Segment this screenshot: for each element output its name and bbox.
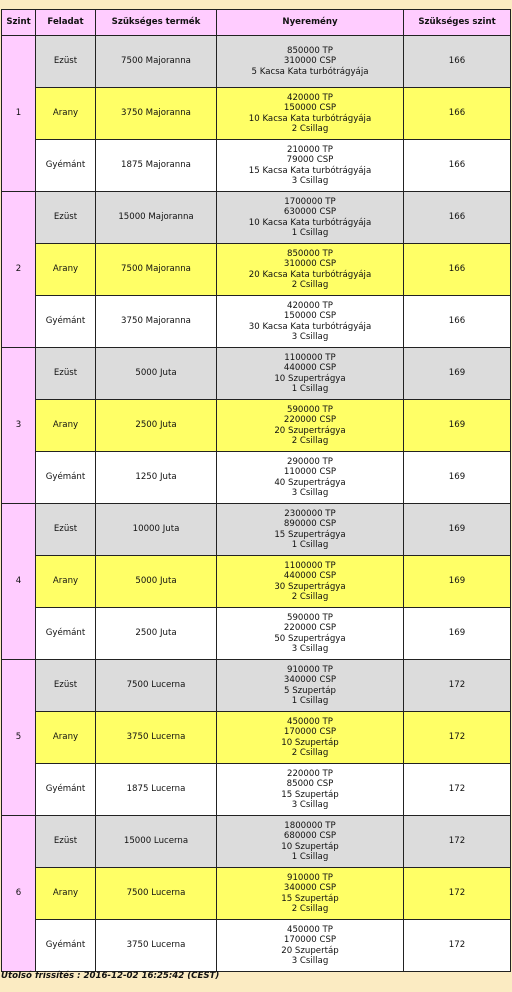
prize-line: 3 Csillag [291,331,329,342]
product-cell: 1875 Majoranna [96,140,217,192]
task-cell: Gyémánt [36,296,96,348]
table-row [2,868,511,920]
required-level-cell: 172 [404,660,511,712]
table-row [2,764,511,816]
prize-line: 20 Szupertáp [281,945,339,956]
prize-line: 5 Kacsa Kata turbótrágyája [251,66,369,77]
prize-line: 220000 CSP [283,623,337,634]
header-prize: Nyeremény [217,10,404,36]
required-level-cell: 166 [404,140,511,192]
prize-line: 30 Szupertrágya [274,581,346,592]
prize-line: 1 Csillag [291,383,329,394]
product-cell: 3750 Lucerna [96,712,217,764]
prize-line: 3 Csillag [291,799,329,810]
required-level-cell: 169 [404,608,511,660]
table-row [2,348,511,400]
prize-line: 15 Kacsa Kata turbótrágyája [248,165,372,176]
table-row [2,36,511,88]
prize-line: 10 Szupertáp [281,841,339,852]
prize-line: 440000 CSP [283,363,337,374]
prize-cell [217,556,404,608]
prize-line: 850000 TP [287,45,333,56]
product-cell: 7500 Lucerna [96,868,217,920]
product-cell: 3750 Majoranna [96,296,217,348]
table-row [2,608,511,660]
required-level-cell: 172 [404,712,511,764]
prize-cell [217,764,404,816]
table-row [2,452,511,504]
prize-line: 890000 CSP [283,519,337,530]
task-cell: Arany [36,712,96,764]
level-cell: 5 [2,660,36,816]
prize-line: 2 Csillag [291,435,329,446]
table-row [2,712,511,764]
prize-line: 590000 TP [287,404,333,415]
product-cell: 5000 Juta [96,556,217,608]
prize-line: 3 Csillag [291,487,329,498]
prize-line: 15 Szupertáp [281,893,339,904]
required-level-cell: 169 [404,452,511,504]
prize-line: 340000 CSP [283,675,337,686]
prize-line: 150000 CSP [283,311,337,322]
table-row [2,192,511,244]
table-row [2,296,511,348]
prize-line: 2 Csillag [291,279,329,290]
table-row [2,660,511,712]
level-cell: 6 [2,816,36,972]
task-cell: Ezüst [36,816,96,868]
required-level-cell: 166 [404,296,511,348]
product-cell: 10000 Juta [96,504,217,556]
task-cell: Arany [36,244,96,296]
prize-line: 290000 TP [287,456,333,467]
prize-cell [217,504,404,556]
last-update-text: Utolsó frissítés : 2016-12-02 16:25:42 (CEST) [1,971,220,981]
prize-cell [217,868,404,920]
product-cell: 1250 Juta [96,452,217,504]
table-row [2,140,511,192]
prize-line: 2 Csillag [291,591,329,602]
prize-cell [217,660,404,712]
header-task: Feladat [36,10,96,36]
prize-line: 590000 TP [287,612,333,623]
prize-cell [217,712,404,764]
product-cell: 2500 Juta [96,400,217,452]
table-body [2,36,511,972]
required-level-cell: 172 [404,920,511,972]
prize-line: 1 Csillag [291,851,329,862]
prize-line: 850000 TP [287,248,333,259]
prize-line: 2 Csillag [291,903,329,914]
table-row [2,88,511,140]
prize-cell [217,400,404,452]
prize-cell [217,608,404,660]
prize-line: 1 Csillag [291,539,329,550]
required-level-cell: 172 [404,868,511,920]
table-row [2,504,511,556]
header-level: Szint [2,10,36,36]
prize-line: 220000 TP [287,768,333,779]
required-level-cell: 166 [404,192,511,244]
prize-line: 630000 CSP [283,207,337,218]
prize-line: 85000 CSP [286,779,334,790]
prize-line: 1100000 TP [284,560,336,571]
prize-cell [217,296,404,348]
prize-line: 310000 CSP [283,56,337,67]
prize-line: 2300000 TP [284,508,336,519]
task-cell: Arany [36,88,96,140]
task-cell: Arany [36,556,96,608]
table-row [2,244,511,296]
prize-line: 420000 TP [287,92,333,103]
product-cell: 15000 Majoranna [96,192,217,244]
task-cell: Gyémánt [36,764,96,816]
task-cell: Gyémánt [36,608,96,660]
prize-line: 79000 CSP [286,155,334,166]
required-level-cell: 166 [404,88,511,140]
prize-line: 15 Szupertrágya [274,529,346,540]
task-cell: Ezüst [36,36,96,88]
prize-line: 170000 CSP [283,727,337,738]
prize-line: 10 Szupertrágya [274,373,346,384]
prize-line: 20 Szupertrágya [274,425,346,436]
task-cell: Ezüst [36,348,96,400]
prize-line: 3 Csillag [291,175,329,186]
prize-line: 420000 TP [287,300,333,311]
required-level-cell: 169 [404,400,511,452]
task-cell: Arany [36,400,96,452]
level-cell: 4 [2,504,36,660]
prize-line: 450000 TP [287,924,333,935]
prize-line: 340000 CSP [283,883,337,894]
prize-line: 310000 CSP [283,259,337,270]
product-cell: 1875 Lucerna [96,764,217,816]
prize-line: 910000 TP [287,872,333,883]
prize-line: 20 Kacsa Kata turbótrágyája [248,269,372,280]
task-cell: Arany [36,868,96,920]
header-product: Szükséges termék [96,10,217,36]
prize-line: 50 Szupertrágya [274,633,346,644]
prize-cell [217,88,404,140]
task-cell: Ezüst [36,660,96,712]
prize-line: 2 Csillag [291,747,329,758]
required-level-cell: 169 [404,556,511,608]
prize-line: 450000 TP [287,716,333,727]
prize-cell [217,348,404,400]
task-cell: Gyémánt [36,140,96,192]
prize-line: 30 Kacsa Kata turbótrágyája [248,321,372,332]
prize-line: 150000 CSP [283,103,337,114]
header-required-level: Szükséges szint [404,10,511,36]
level-cell: 3 [2,348,36,504]
prize-line: 3 Csillag [291,955,329,966]
level-cell: 2 [2,192,36,348]
task-cell: Gyémánt [36,452,96,504]
prize-line: 1 Csillag [291,227,329,238]
level-cell: 1 [2,36,36,192]
prize-line: 40 Szupertrágya [274,477,346,488]
product-cell: 7500 Majoranna [96,36,217,88]
task-cell: Ezüst [36,192,96,244]
table-row [2,816,511,868]
product-cell: 3750 Lucerna [96,920,217,972]
prize-cell [217,920,404,972]
product-cell: 15000 Lucerna [96,816,217,868]
prize-line: 440000 CSP [283,571,337,582]
prize-line: 5 Szupertáp [284,685,336,696]
prize-line: 210000 TP [287,144,333,155]
prize-line: 680000 CSP [283,831,337,842]
prize-line: 10 Szupertáp [281,737,339,748]
required-level-cell: 169 [404,348,511,400]
required-level-cell: 172 [404,816,511,868]
prize-line: 1700000 TP [284,196,336,207]
prize-line: 3 Csillag [291,643,329,654]
prize-cell [217,244,404,296]
prize-line: 2 Csillag [291,123,329,134]
prize-line: 220000 CSP [283,415,337,426]
table-row [2,556,511,608]
product-cell: 3750 Majoranna [96,88,217,140]
table-row [2,400,511,452]
prize-line: 10 Kacsa Kata turbótrágyája [248,113,372,124]
prize-line: 910000 TP [287,664,333,675]
product-cell: 7500 Lucerna [96,660,217,712]
required-level-cell: 166 [404,244,511,296]
prize-cell [217,816,404,868]
prize-line: 1100000 TP [284,352,336,363]
prize-cell [217,452,404,504]
prize-cell [217,192,404,244]
task-cell: Gyémánt [36,920,96,972]
required-level-cell: 172 [404,764,511,816]
required-level-cell: 169 [404,504,511,556]
product-cell: 5000 Juta [96,348,217,400]
product-cell: 7500 Majoranna [96,244,217,296]
prize-line: 110000 CSP [283,467,337,478]
prize-line: 15 Szupertáp [281,789,339,800]
prize-cell [217,140,404,192]
prize-cell [217,36,404,88]
prize-line: 1800000 TP [284,820,336,831]
prize-line: 170000 CSP [283,935,337,946]
prize-line: 1 Csillag [291,695,329,706]
table-row [2,920,511,972]
header-row [2,10,511,36]
required-level-cell: 166 [404,36,511,88]
product-cell: 2500 Juta [96,608,217,660]
prize-line: 10 Kacsa Kata turbótrágyája [248,217,372,228]
task-cell: Ezüst [36,504,96,556]
rewards-table [1,9,511,972]
